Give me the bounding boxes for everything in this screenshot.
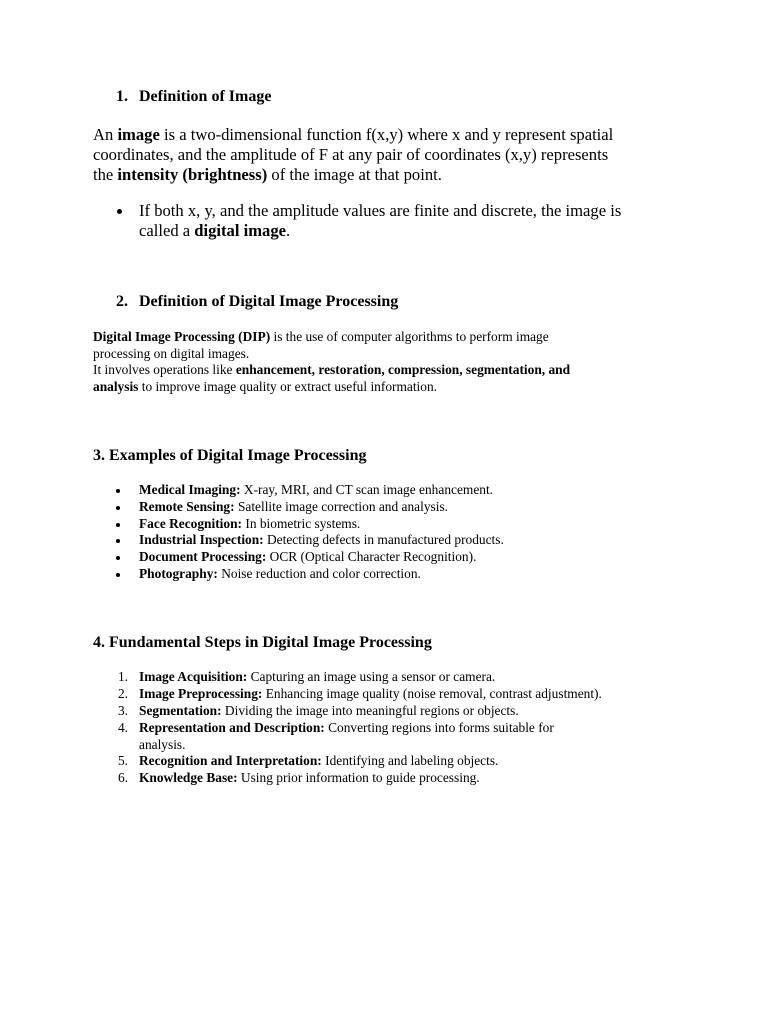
bullet-icon (116, 506, 120, 510)
section-1-bullet (139, 201, 621, 241)
list-item-number: 3. (117, 703, 128, 718)
list-item-text: Noise reduction and color correction. (217, 566, 421, 581)
heading-text: Definition of Image (139, 88, 272, 105)
section-2-heading (116, 293, 399, 311)
list-item-label: Industrial Inspection: (139, 532, 264, 548)
list-item (139, 770, 480, 787)
heading-number: 2. (116, 293, 128, 310)
list-item (139, 499, 448, 516)
list-item-label: Document Processing: (139, 549, 267, 565)
list-item-text: Enhancing image quality (noise removal, contrast adjustment). (262, 686, 602, 701)
bullet-icon (116, 489, 120, 493)
list-item-number: 4. (117, 720, 128, 735)
list-item-number: 6. (117, 770, 128, 785)
list-item-text: Capturing an image using a sensor or camera. (247, 669, 496, 684)
list-item-label: Face Recognition: (139, 515, 243, 531)
text-line: processing on digital images. (93, 345, 250, 361)
list-item-label: Recognition and Interpretation: (139, 753, 322, 768)
bold-term: analysis (93, 379, 139, 395)
list-item-text: Detecting defects in manufactured products. (263, 532, 504, 548)
list-item-number: 5. (117, 753, 128, 768)
list-item (139, 516, 360, 533)
list-item-label: Image Acquisition: (139, 669, 248, 684)
section-1-heading (116, 88, 272, 106)
list-item-text: Identifying and labeling objects. (321, 753, 499, 768)
list-item-label: Remote Sensing: (139, 498, 235, 514)
bullet-icon (116, 523, 120, 527)
section-2-paragraph (93, 329, 570, 396)
section-4-heading: 4. Fundamental Steps in Digital Image Processing (93, 634, 432, 651)
text-run: the (93, 165, 118, 184)
bullet-icon (117, 209, 122, 214)
heading-text: Definition of Digital Image Processing (139, 293, 399, 310)
list-item (139, 482, 493, 499)
bold-term: digital image (194, 221, 287, 240)
text-run: of the image at that point. (267, 165, 442, 184)
list-item-label: Segmentation: (139, 703, 222, 718)
text-run: . (286, 221, 291, 240)
list-item (139, 532, 504, 549)
bold-term: intensity (brightness) (117, 165, 268, 184)
section-3-heading: 3. Examples of Digital Image Processing (93, 447, 367, 464)
list-item-text-continued: analysis. (139, 736, 186, 752)
text-run: called a (139, 221, 195, 240)
text-run: is a two-dimensional function f(x,y) where x and y represent spatial (159, 125, 614, 144)
list-item-text: In biometric systems. (242, 515, 361, 531)
heading-number: 1. (116, 88, 128, 105)
list-item-text: Dividing the image into meaningful regions or objects. (221, 703, 519, 718)
list-item-label: Representation and Description: (139, 720, 325, 735)
list-item (139, 686, 602, 703)
list-item (139, 669, 495, 686)
list-item-text: OCR (Optical Character Recognition). (266, 549, 477, 565)
bullet-icon (116, 556, 120, 560)
bold-term: enhancement, restoration, compression, segmentation, and (235, 362, 571, 378)
list-item-label: Medical Imaging: (139, 482, 241, 497)
list-item-text: X-ray, MRI, and CT scan image enhancement. (240, 482, 494, 497)
list-item (139, 549, 476, 566)
list-item-label: Image Preprocessing: (139, 686, 263, 701)
list-item-label: Photography: (139, 566, 218, 581)
list-item (139, 720, 554, 753)
bullet-icon (116, 539, 120, 543)
list-item (139, 566, 421, 583)
text-line: coordinates, and the amplitude of F at any pair of coordinates (x,y) represents (93, 145, 609, 164)
text-run: It involves operations like (93, 362, 236, 378)
list-item (139, 753, 498, 770)
list-item-text: Converting regions into forms suitable for (324, 720, 554, 735)
list-item-text: Satellite image correction and analysis. (234, 498, 449, 514)
text-run: An (93, 125, 118, 144)
text-run: to improve image quality or extract useful information. (138, 379, 438, 395)
text-line: If both x, y, and the amplitude values are finite and discrete, the image is (139, 201, 622, 220)
bold-term: image (117, 125, 160, 144)
list-item-number: 1. (117, 669, 128, 684)
section-1-paragraph (93, 125, 613, 185)
list-item-text: Using prior information to guide processing. (237, 770, 480, 785)
bullet-icon (116, 573, 120, 577)
bold-term: Digital Image Processing (DIP) (93, 329, 271, 344)
text-run: is the use of computer algorithms to perform image (270, 329, 549, 344)
list-item-number: 2. (117, 686, 128, 701)
list-item (139, 703, 519, 720)
list-item-label: Knowledge Base: (139, 770, 238, 785)
